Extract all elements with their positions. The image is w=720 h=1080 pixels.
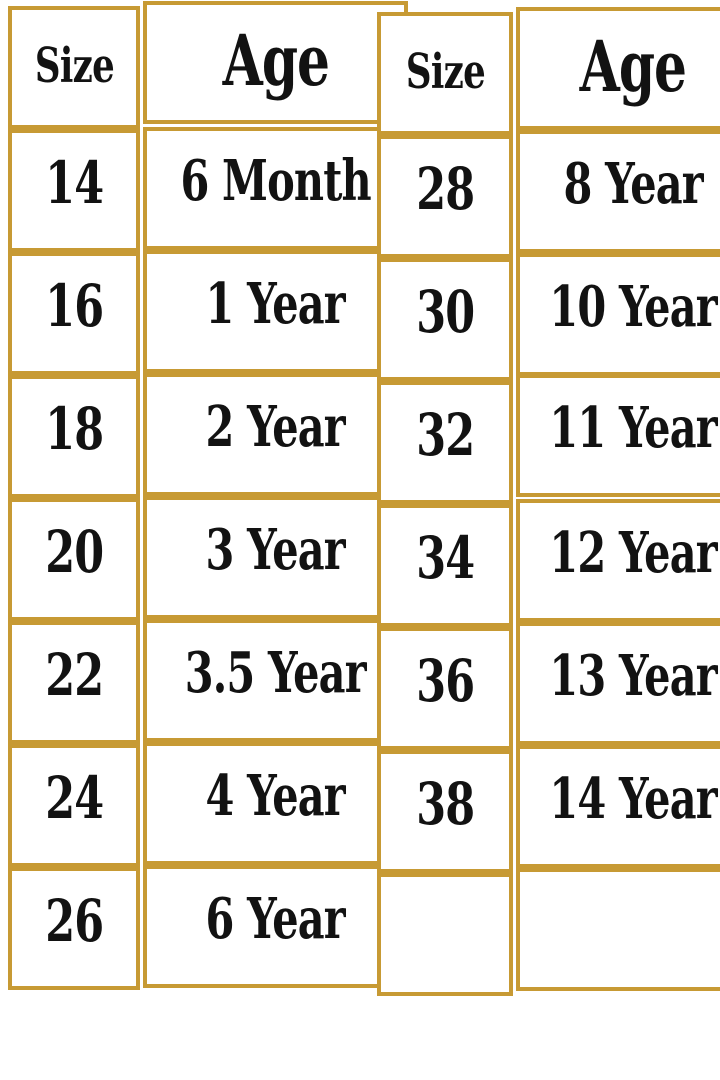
size-cell — [377, 750, 513, 873]
size-cell — [8, 129, 140, 252]
age-cell — [516, 622, 720, 745]
size-value: 34 — [415, 523, 475, 592]
age-cell — [516, 499, 720, 622]
size-value: 18 — [44, 394, 104, 463]
size-cell — [377, 135, 513, 258]
age-value: 11 Year — [549, 394, 717, 461]
size-value: 30 — [415, 277, 475, 346]
age-cell — [143, 742, 408, 865]
age-cell — [516, 130, 720, 253]
age-header-label: Age — [579, 25, 687, 108]
size-value: 16 — [44, 271, 104, 340]
age-cell — [516, 374, 720, 497]
size-cell-empty — [377, 873, 513, 996]
age-cell — [516, 745, 720, 868]
size-value: 32 — [415, 400, 475, 469]
size-cell — [8, 498, 140, 621]
age-column-header — [143, 1, 408, 124]
age-value: 14 Year — [549, 765, 717, 832]
size-cell — [8, 867, 140, 990]
size-value: 14 — [44, 148, 104, 217]
size-value: 20 — [44, 517, 104, 586]
age-cell — [143, 496, 408, 619]
size-cell — [377, 258, 513, 381]
size-value: 22 — [44, 640, 104, 709]
age-value: 3.5 Year — [185, 639, 367, 706]
age-cell — [143, 865, 408, 988]
size-cell — [377, 504, 513, 627]
size-value: 26 — [44, 886, 104, 955]
size-cell — [377, 381, 513, 504]
size-value: 38 — [415, 769, 475, 838]
age-value: 10 Year — [549, 273, 717, 340]
size-cell — [377, 627, 513, 750]
size-value: 28 — [415, 154, 475, 223]
size-cell — [8, 252, 140, 375]
age-cell — [143, 250, 408, 373]
age-cell-empty — [516, 868, 720, 991]
size-cell — [8, 621, 140, 744]
age-value: 8 Year — [563, 150, 703, 217]
size-cell — [8, 375, 140, 498]
size-value: 36 — [415, 646, 475, 715]
size-age-table-right — [377, 7, 717, 991]
size-header-label: Size — [34, 37, 114, 94]
age-cell — [516, 253, 720, 376]
age-value: 1 Year — [205, 270, 346, 337]
size-column-header — [8, 6, 140, 129]
age-value: 6 Month — [180, 147, 371, 214]
age-header-label: Age — [222, 19, 329, 102]
age-value: 6 Year — [205, 885, 346, 952]
age-column-header — [516, 7, 720, 130]
size-cell — [8, 744, 140, 867]
size-column-header — [377, 12, 513, 135]
size-value: 24 — [44, 763, 104, 832]
age-cell — [143, 127, 408, 250]
age-value: 2 Year — [205, 393, 346, 460]
age-value: 4 Year — [205, 762, 346, 829]
age-value: 3 Year — [205, 516, 346, 583]
age-cell — [143, 619, 408, 742]
size-header-label: Size — [405, 43, 485, 100]
age-cell — [143, 373, 408, 496]
age-value: 13 Year — [549, 642, 717, 709]
size-age-table-left — [8, 4, 371, 988]
age-value: 12 Year — [549, 519, 717, 586]
